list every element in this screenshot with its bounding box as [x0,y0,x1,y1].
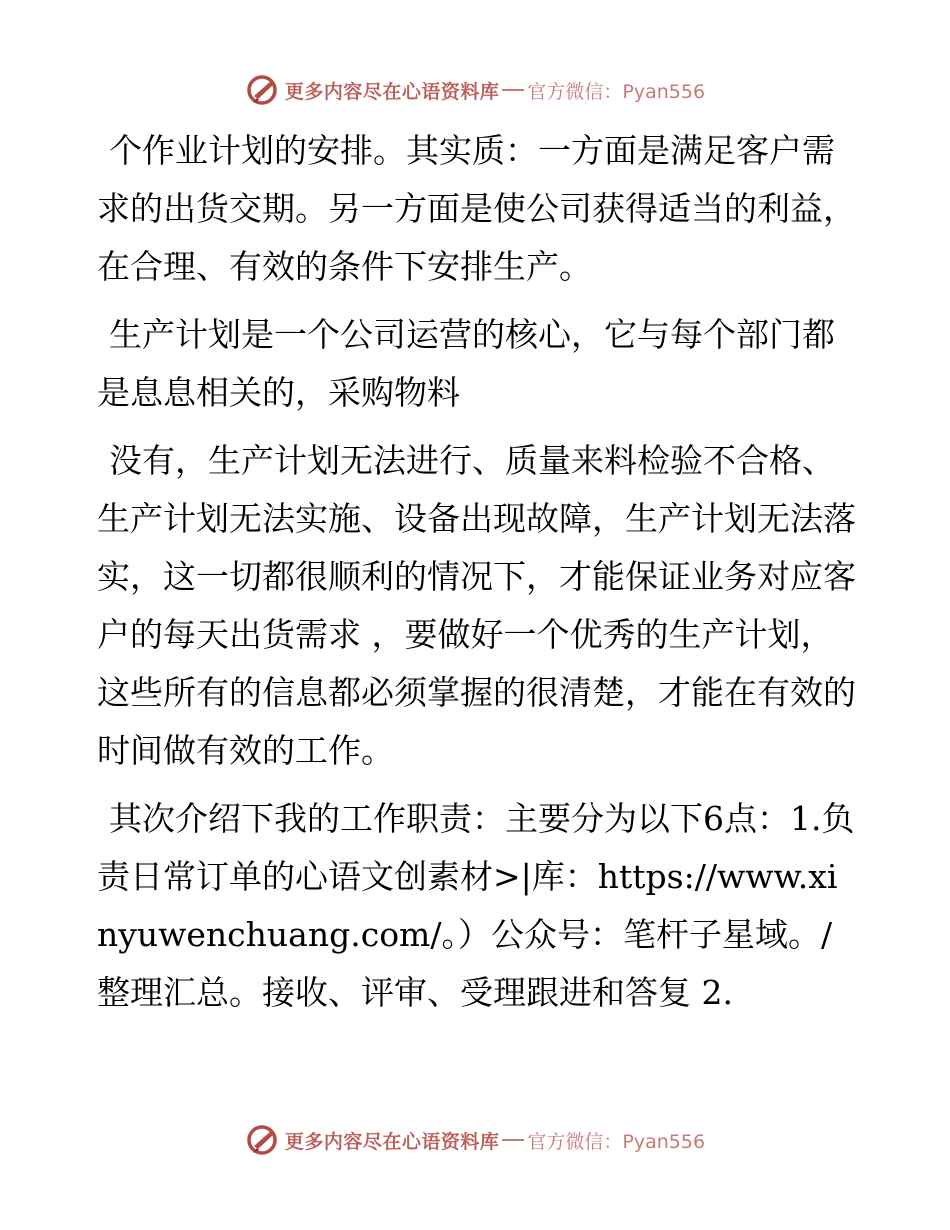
watermark-dash [502,1139,524,1141]
watermark-dash [502,89,524,91]
watermark-wechat-text: 官方微信：Pyan556 [527,1130,706,1153]
paragraph-2: 生产计划是一个公司运营的核心，它与每个部门都是息息相关的，采购物料 [97,315,835,412]
watermark-main-text: 更多内容尽在心语资料库 [284,1130,500,1153]
paragraph-1: 个作业计划的安排。其实质：一方面是满足客户需求的出货交期。另一方面是使公司获得适当的利益，在合理、有效的条件下安排生产。 [97,131,856,286]
header-watermark [0,70,950,110]
paragraph-4: 其次介绍下我的工作职责：主要分为以下6点：1.负责日常订单的心语文创素材>|库：https://www.xinyuwenchuang.com/。）公众号：笔杆子星域。/整理汇总。接收、评审、受理跟进和答复 2. [97,799,855,1012]
paragraph-3: 没有，生产计划无法进行、质量来料检验不合格、生产计划无法实施、设备出现故障，生产计划无法落实，这一切都很顺利的情况下，才能保证业务对应客户的每天出货需求 ，要做好一个优秀的生产计划，这些所有的信息都必须掌握的很清楚，才能在有效的时间做有效的工作。 [97,441,856,770]
document-body [97,122,857,1032]
brush-seal-icon [245,72,281,108]
watermark-wechat-text: 官方微信：Pyan556 [527,80,706,103]
brush-seal-icon [245,1122,281,1158]
watermark-main-text: 更多内容尽在心语资料库 [284,80,500,103]
footer-watermark [0,1120,950,1160]
